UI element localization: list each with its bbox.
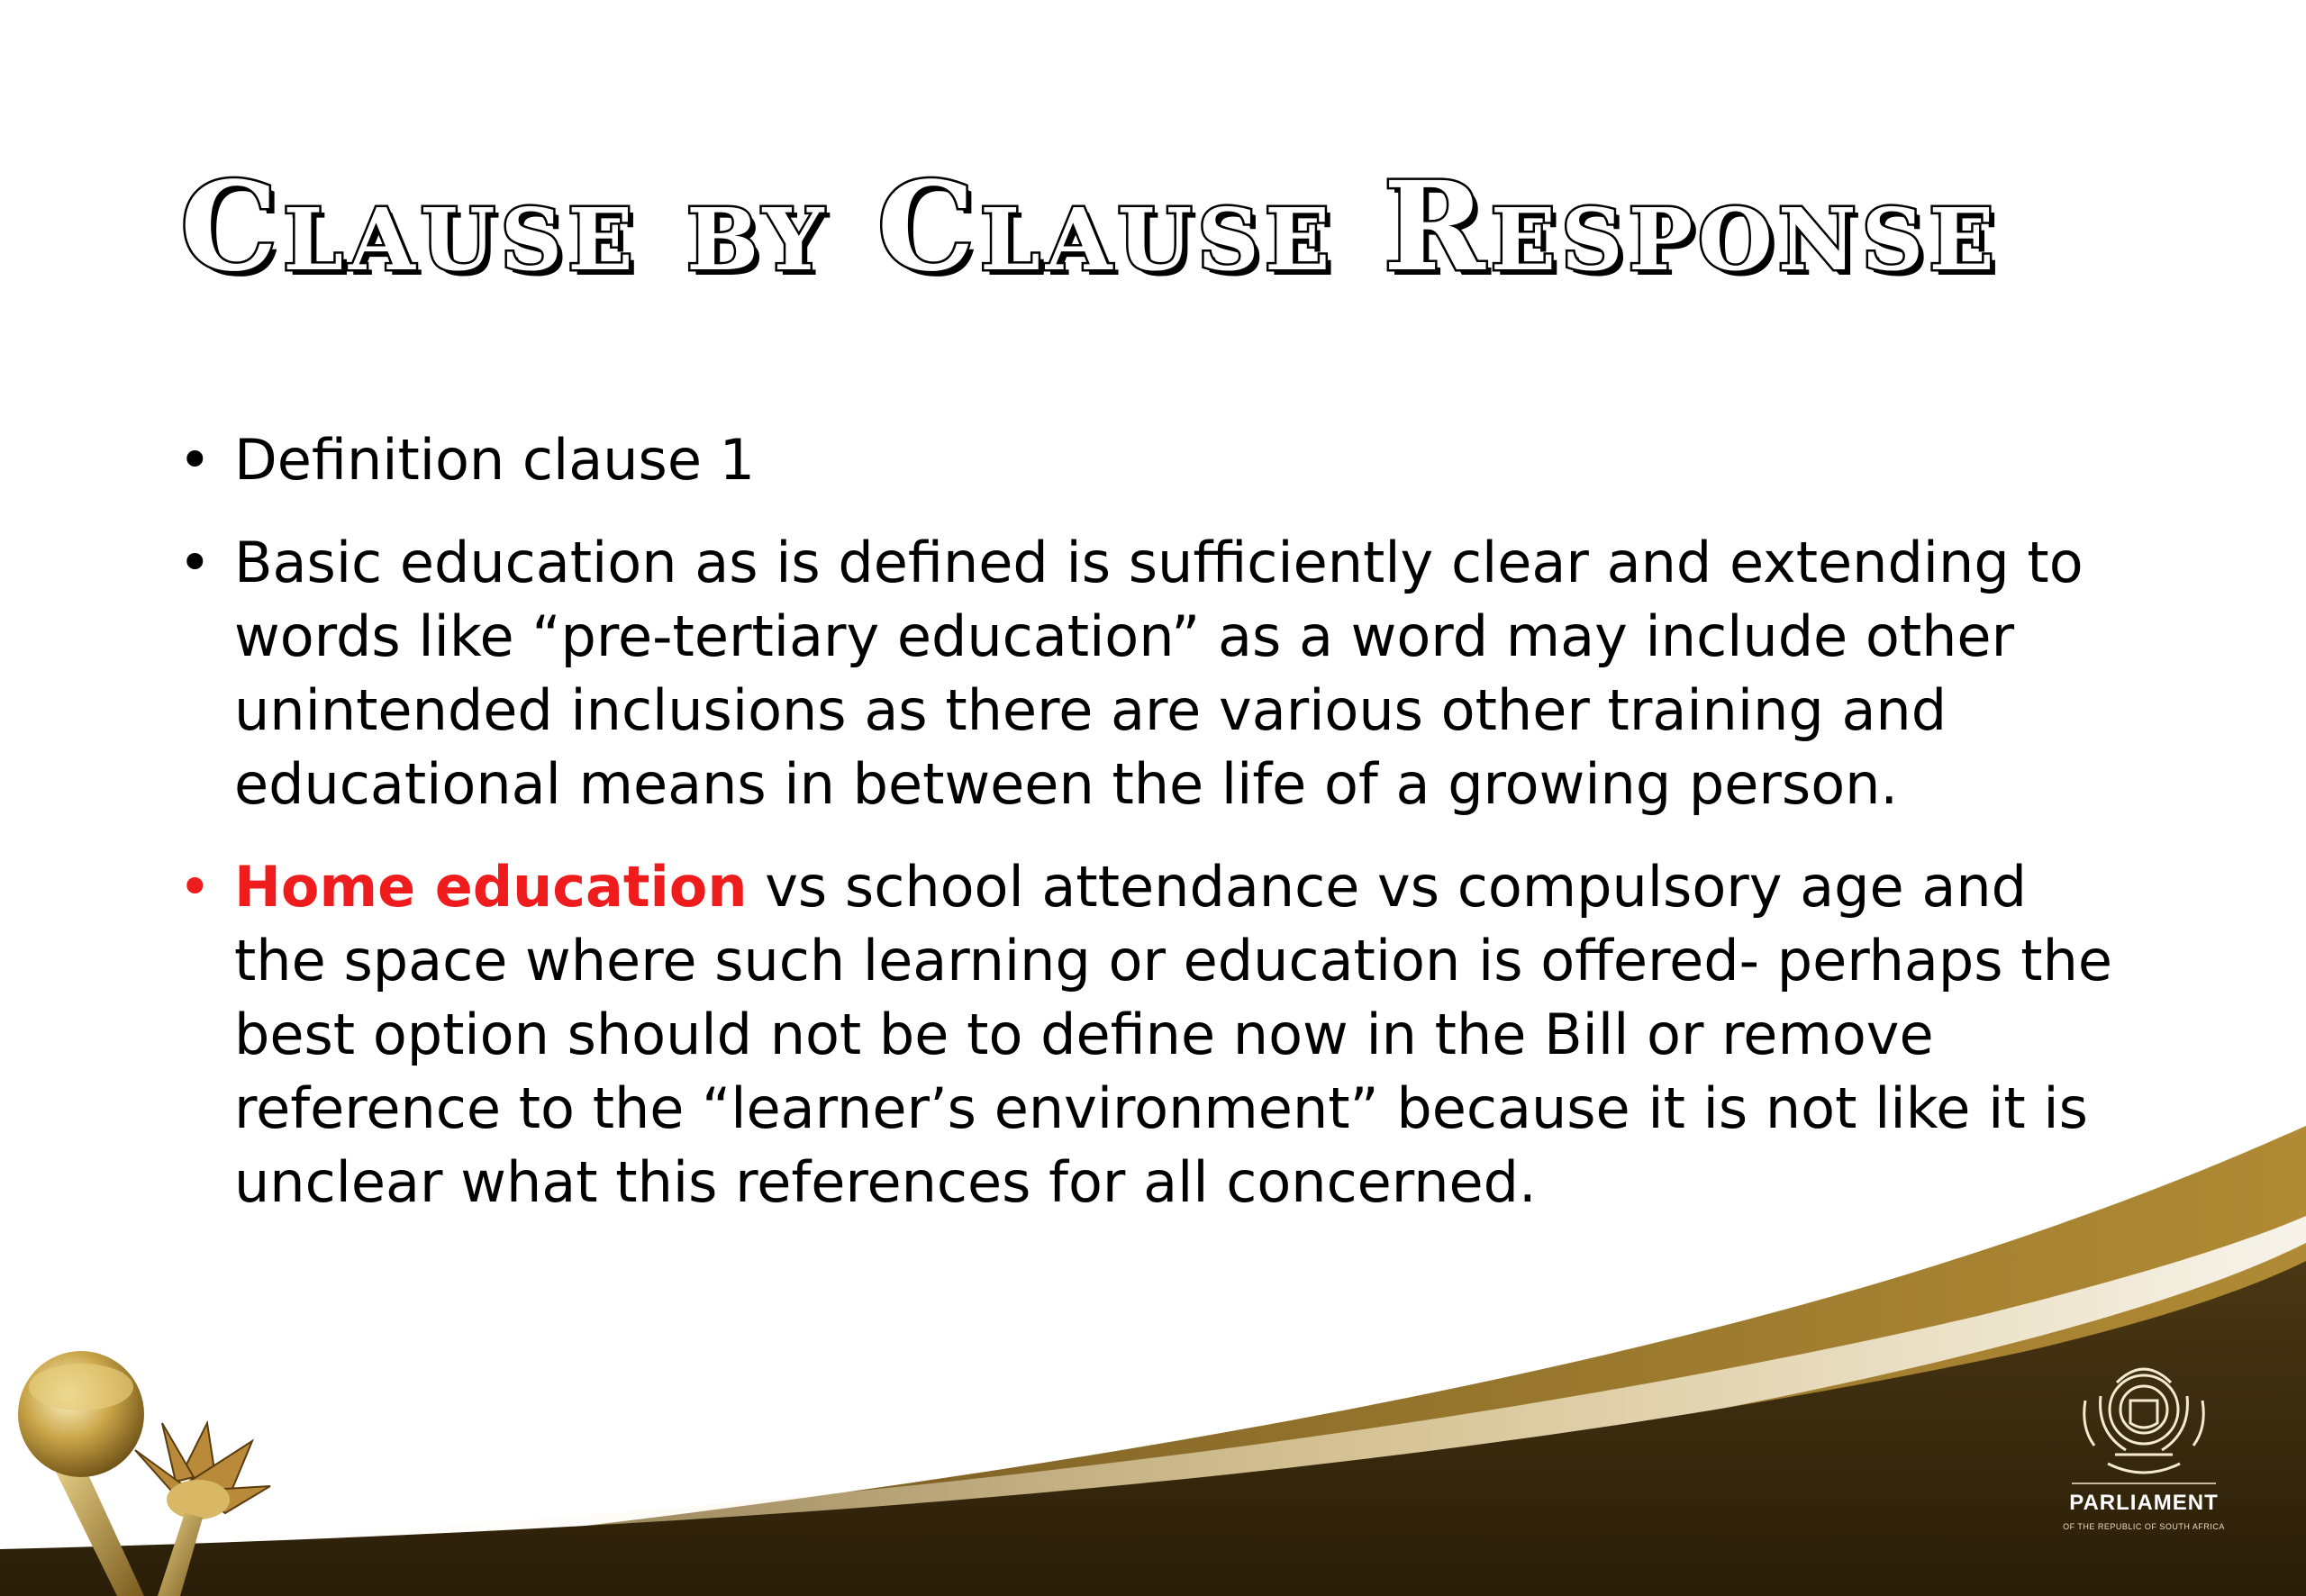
bullet-text: Basic education as is defined is sufficiently clear and extending to words like “pre-tertiary education” as a word may include other unintended inclusions as there are various other training and educational means in between the life of a growing person. [234, 530, 2084, 817]
bullet-list [178, 423, 2115, 1248]
list-item [178, 526, 2115, 821]
ceremonial-mace-icon [0, 1324, 360, 1596]
parliament-logo-text: PARLIAMENT [2069, 1491, 2219, 1515]
bullet-icon: • [178, 427, 212, 493]
bullet-text: vs school attendance vs compulsory age and the space where such learning or education is offered- perhaps the best option should not be to define now in the Bill or remove reference to the “learner’s environment” because it is not like it is unclear what this references for all concerned. [234, 854, 2113, 1215]
parliament-logo-subtext: OF THE REPUBLIC OF SOUTH AFRICA [2063, 1522, 2225, 1531]
bullet-text: Definition clause 1 [234, 427, 756, 493]
slide-title: Clause by Clause Response [180, 155, 2000, 299]
list-item [178, 423, 2115, 497]
bullet-icon: • [178, 854, 212, 920]
bullet-icon: • [178, 530, 212, 595]
list-item [178, 850, 2115, 1220]
bullet-highlight: Home education [234, 854, 748, 920]
